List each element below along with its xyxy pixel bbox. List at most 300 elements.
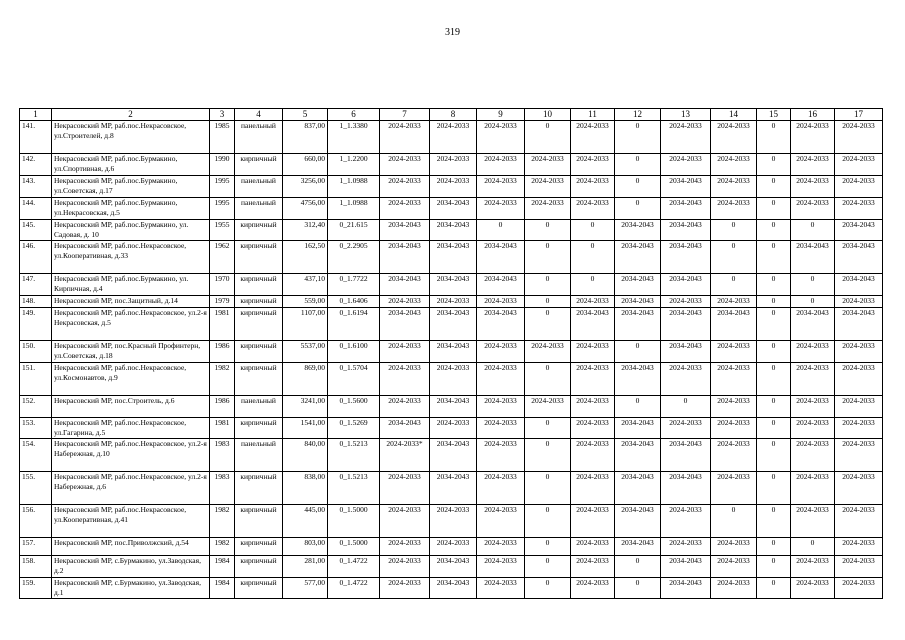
table-cell: 2024-2033 [571,341,615,363]
table-cell: 1985 [210,121,235,154]
table-cell: Некрасовский МР, раб.пос.Некрасовское, ул.Строителей, д.8 [52,121,210,154]
table-cell: Некрасовский МР, раб.пос.Некрасовское, ул.Кооперативная, д.33 [52,241,210,274]
table-cell: 0 [757,121,791,154]
table-cell: 445,00 [283,505,328,538]
table-row [20,556,883,578]
table-cell: 2024-2033 [835,121,883,154]
table-cell: 2034-2043 [615,220,661,241]
table-cell: 2024-2033 [711,578,757,599]
table-cell: Некрасовский МР, раб.пос.Бурмакино, ул.Спортивная, д.6 [52,154,210,176]
table-cell: Некрасовский МР, раб.пос.Некрасовское, ул.2-я Набережная, д.10 [52,439,210,472]
table-body [20,121,883,599]
table-row [20,121,883,154]
table-cell: 2024-2033 [661,538,711,556]
table-cell: 1541,00 [283,418,328,439]
table-cell: 0_1.5704 [328,363,380,396]
table-cell: 0 [525,538,571,556]
table-cell: 1983 [210,472,235,505]
table-cell: 2024-2033 [835,538,883,556]
table-cell: 2024-2033 [525,154,571,176]
table-cell: 1_1.3380 [328,121,380,154]
table-cell: 2024-2033 [477,396,525,418]
column-header: 5 [283,109,328,121]
table-cell: кирпичный [235,472,283,505]
table-cell: 1981 [210,308,235,341]
table-cell: 2024-2033* [380,439,430,472]
table-cell: 0 [525,241,571,274]
column-header: 11 [571,109,615,121]
table-cell: 2034-2043 [835,274,883,296]
table-row [20,472,883,505]
column-number-row [20,109,883,121]
column-header: 7 [380,109,430,121]
table-cell: 2034-2043 [835,308,883,341]
table-cell: 2024-2033 [380,176,430,198]
table-cell: 840,00 [283,439,328,472]
table-cell: 156. [20,505,52,538]
table-cell: 2034-2043 [380,308,430,341]
table-cell: Некрасовский МР, пос.Приволжский, д.54 [52,538,210,556]
table-cell: 2024-2033 [430,418,477,439]
table-cell: 2034-2043 [380,220,430,241]
table-cell: 145. [20,220,52,241]
table-cell: 2024-2033 [477,121,525,154]
table-cell: 2024-2033 [711,198,757,220]
table-cell: 2024-2033 [711,556,757,578]
table-cell: 0 [615,578,661,599]
table-cell: 2024-2033 [430,154,477,176]
table-cell: 1955 [210,220,235,241]
table-cell: 0 [757,308,791,341]
table-cell: Некрасовский МР, раб.пос.Бурмакино, ул. Кирпичная, д.4 [52,274,210,296]
table-cell: 2024-2033 [571,176,615,198]
table-cell: 2024-2033 [661,418,711,439]
table-cell: 2024-2033 [661,505,711,538]
table-cell: панельный [235,121,283,154]
table-cell: 2024-2033 [477,198,525,220]
table-cell: 2034-2043 [661,308,711,341]
table-row [20,220,883,241]
table-cell: 0 [615,556,661,578]
table-cell: 154. [20,439,52,472]
table-cell: 5537,00 [283,341,328,363]
table-cell: 2034-2043 [615,274,661,296]
table-cell: Некрасовский МР, раб.пос.Некрасовское, ул.Кооперативная, д.41 [52,505,210,538]
table-cell: 2024-2033 [477,176,525,198]
table-cell: кирпичный [235,578,283,599]
table-cell: 2034-2043 [791,241,835,274]
table-cell: 2024-2033 [835,341,883,363]
table-cell: 1_1.0988 [328,176,380,198]
table-cell: 2034-2043 [615,439,661,472]
table-cell: 2024-2033 [571,505,615,538]
table-cell: 2034-2043 [615,418,661,439]
table-cell: 152. [20,396,52,418]
table-cell: 0 [757,505,791,538]
table-cell: 0_1.6406 [328,296,380,308]
table-cell: 1981 [210,418,235,439]
table-cell: 2034-2043 [661,198,711,220]
table-cell: 2024-2033 [525,176,571,198]
table-cell: 2024-2033 [791,121,835,154]
table-cell: 1_1.0988 [328,198,380,220]
table-cell: 2024-2033 [380,198,430,220]
table-cell: 0 [757,176,791,198]
column-header: 6 [328,109,380,121]
table-cell: 0 [525,505,571,538]
table-cell: 2034-2043 [430,274,477,296]
table-cell: 0_1.4722 [328,578,380,599]
table-cell: Некрасовский МР, с.Бурмакино, ул.Заводская, д.2 [52,556,210,578]
table-cell: 2024-2033 [430,538,477,556]
table-cell: 1982 [210,363,235,396]
table-cell: 0 [757,220,791,241]
table-cell: 0 [757,198,791,220]
table-cell: 2034-2043 [615,308,661,341]
table-cell: 1970 [210,274,235,296]
table-cell: 2024-2033 [835,296,883,308]
table-cell: 2024-2033 [661,363,711,396]
column-header: 3 [210,109,235,121]
table-cell: 2024-2033 [791,176,835,198]
table-cell: 2034-2043 [615,296,661,308]
table-cell: 0 [757,439,791,472]
table-cell: 157. [20,538,52,556]
table-cell: 2024-2033 [835,556,883,578]
table-cell: 2024-2033 [571,121,615,154]
table-cell: 2034-2043 [615,472,661,505]
table-cell: 2034-2043 [615,538,661,556]
column-header: 17 [835,109,883,121]
table-cell: 2024-2033 [791,363,835,396]
column-header: 12 [615,109,661,121]
table-cell: 0 [477,220,525,241]
table-row [20,538,883,556]
table-cell: панельный [235,396,283,418]
table-cell: кирпичный [235,505,283,538]
table-cell: 0 [757,396,791,418]
table-cell: 2034-2043 [477,241,525,274]
table-cell: 2024-2033 [571,538,615,556]
table-cell: кирпичный [235,220,283,241]
table-cell: кирпичный [235,308,283,341]
table-cell: 2024-2033 [430,176,477,198]
table-cell: 2024-2033 [791,556,835,578]
table-cell: 0 [615,154,661,176]
table-cell: 312,40 [283,220,328,241]
column-header: 14 [711,109,757,121]
table-cell: 0_1.6100 [328,341,380,363]
table-cell: 0 [525,439,571,472]
table-cell: 1986 [210,341,235,363]
table-cell: 155. [20,472,52,505]
housing-registry-table [19,108,883,599]
table-cell: 2024-2033 [380,538,430,556]
table-cell: 2024-2033 [571,198,615,220]
table-cell: 2034-2043 [380,241,430,274]
table-cell: 0 [791,296,835,308]
table-cell: 2024-2033 [380,472,430,505]
table-cell: 142. [20,154,52,176]
table-cell: Некрасовский МР, пос.Красный Профинтерн, ул.Советская, д.18 [52,341,210,363]
table-cell: 2034-2043 [661,472,711,505]
table-cell: 2024-2033 [571,439,615,472]
column-header: 2 [52,109,210,121]
table-cell: 2034-2043 [791,308,835,341]
table-cell: 153. [20,418,52,439]
column-header: 8 [430,109,477,121]
table-cell: 0 [525,220,571,241]
table-cell: 141. [20,121,52,154]
table-cell: 0 [525,472,571,505]
table-cell: 2034-2043 [835,220,883,241]
table-cell: 2024-2033 [711,439,757,472]
table-cell: 2024-2033 [380,341,430,363]
table-cell: 0 [525,308,571,341]
table-cell: 2034-2043 [477,308,525,341]
table-cell: 1979 [210,296,235,308]
table-cell: 2024-2033 [430,363,477,396]
table-cell: 0 [615,176,661,198]
table-cell: кирпичный [235,363,283,396]
table-cell: 2024-2033 [430,121,477,154]
table-cell: 162,50 [283,241,328,274]
table-cell: 0 [757,241,791,274]
table-cell: 0 [757,556,791,578]
table-cell: 2024-2033 [571,396,615,418]
table-cell: 2024-2033 [835,578,883,599]
table-cell: 2024-2033 [711,121,757,154]
table-cell: 0_1.5269 [328,418,380,439]
table-cell: 0_1.5000 [328,505,380,538]
table-cell: 1982 [210,505,235,538]
table-cell: 2034-2043 [430,198,477,220]
column-header: 1 [20,109,52,121]
table-cell: 149. [20,308,52,341]
table-cell: 159. [20,578,52,599]
table-cell: 2034-2043 [430,220,477,241]
table-cell: Некрасовский МР, пос.Защитный, д.14 [52,296,210,308]
table-cell: 2034-2043 [661,341,711,363]
table-cell: 2024-2033 [835,505,883,538]
table-cell: панельный [235,439,283,472]
table-cell: 2034-2043 [615,505,661,538]
table-cell: 2024-2033 [477,538,525,556]
table-cell: 2024-2033 [835,439,883,472]
table-cell: 0 [757,274,791,296]
table-cell: 1107,00 [283,308,328,341]
table-cell: 0 [791,538,835,556]
table-cell: 144. [20,198,52,220]
table-cell: 0 [525,418,571,439]
table-cell: 2034-2043 [615,241,661,274]
table-cell: 0 [711,505,757,538]
table-cell: 0 [791,274,835,296]
table-cell: 0 [571,274,615,296]
table-cell: 0 [757,296,791,308]
table-cell: 2024-2033 [711,296,757,308]
table-cell: 803,00 [283,538,328,556]
table-cell: 2024-2033 [477,363,525,396]
table-cell: 2034-2043 [661,176,711,198]
table-cell: 2034-2043 [835,241,883,274]
table-cell: 2034-2043 [661,274,711,296]
table-cell: 0_2.2905 [328,241,380,274]
table-cell: 2024-2033 [661,154,711,176]
table-cell: 1984 [210,556,235,578]
table-cell: 2024-2033 [380,556,430,578]
table-cell: 2024-2033 [477,341,525,363]
table-row [20,308,883,341]
table-cell: 2024-2033 [477,439,525,472]
table-cell: 837,00 [283,121,328,154]
table-cell: 0 [525,274,571,296]
table-row [20,418,883,439]
table-cell: 2034-2043 [661,439,711,472]
table-cell: 2024-2033 [711,154,757,176]
table-cell: 2034-2043 [430,308,477,341]
table-cell: кирпичный [235,538,283,556]
table-cell: 838,00 [283,472,328,505]
table-cell: 146. [20,241,52,274]
table-cell: 2024-2033 [571,363,615,396]
table-cell: 2024-2033 [477,472,525,505]
table-cell: 151. [20,363,52,396]
table-cell: кирпичный [235,274,283,296]
table-cell: кирпичный [235,154,283,176]
table-cell: 2024-2033 [661,121,711,154]
table-cell: 2024-2033 [380,396,430,418]
table-cell: 2034-2043 [571,308,615,341]
table-cell: 2024-2033 [835,418,883,439]
table-cell: 1_1.2200 [328,154,380,176]
table-cell: 0 [791,220,835,241]
table-cell: 0_21.615 [328,220,380,241]
table-cell: 660,00 [283,154,328,176]
table-cell: 2024-2033 [430,296,477,308]
page-number: 319 [445,27,460,38]
table-cell: 2024-2033 [525,341,571,363]
table-cell: 2024-2033 [835,198,883,220]
table-cell: 2024-2033 [661,296,711,308]
table-cell: 2024-2033 [380,154,430,176]
table-cell: Некрасовский МР, раб.пос.Бурмакино, ул.Советская, д.17 [52,176,210,198]
table-cell: 2024-2033 [791,439,835,472]
table-cell: 2024-2033 [571,556,615,578]
table-cell: 0 [711,241,757,274]
table-cell: 2024-2033 [477,505,525,538]
table-cell: 3256,00 [283,176,328,198]
table-cell: 0 [615,396,661,418]
table-cell: Некрасовский МР, раб.пос.Некрасовское, ул.2-я Набережная, д.6 [52,472,210,505]
table-cell: 1984 [210,578,235,599]
table-cell: 2024-2033 [380,296,430,308]
table-cell: 2024-2033 [380,363,430,396]
table-cell: 2024-2033 [571,472,615,505]
table-cell: 2034-2043 [661,578,711,599]
table-cell: 143. [20,176,52,198]
table-cell: 0_1.5000 [328,538,380,556]
table-cell: 0 [757,154,791,176]
table-cell: 0 [525,121,571,154]
table-cell: 2024-2033 [380,505,430,538]
table-cell: 2024-2033 [791,396,835,418]
table-cell: 0 [757,538,791,556]
table-cell: 2034-2043 [661,241,711,274]
table-cell: 869,00 [283,363,328,396]
table-cell: 3241,00 [283,396,328,418]
table-row [20,439,883,472]
table-cell: 2024-2033 [791,341,835,363]
table-cell: 1983 [210,439,235,472]
table-cell: 2024-2033 [791,154,835,176]
column-header: 15 [757,109,791,121]
table-cell: 2034-2043 [430,396,477,418]
table-cell: 2024-2033 [477,556,525,578]
table-cell: 2034-2043 [430,556,477,578]
table-cell: 281,00 [283,556,328,578]
table-cell: 2024-2033 [571,296,615,308]
column-header: 13 [661,109,711,121]
table-cell: 0 [525,296,571,308]
table-row [20,154,883,176]
table-cell: 0 [525,578,571,599]
table-cell: 0 [525,363,571,396]
table-cell: 147. [20,274,52,296]
table-cell: 2034-2043 [430,341,477,363]
table-cell: 2024-2033 [711,176,757,198]
table-cell: 0 [615,121,661,154]
column-header: 16 [791,109,835,121]
table-cell: 2024-2033 [477,154,525,176]
table-cell: 2034-2043 [380,418,430,439]
table-row [20,396,883,418]
table-cell: Некрасовский МР, раб.пос.Некрасовское, ул.Гагарина, д.5 [52,418,210,439]
table-cell: кирпичный [235,241,283,274]
table-cell: 0 [615,341,661,363]
table-cell: 0_1.6194 [328,308,380,341]
column-header: 10 [525,109,571,121]
table-cell: 2034-2043 [661,556,711,578]
table-cell: 2024-2033 [477,418,525,439]
table-cell: 0 [757,472,791,505]
table-cell: 2024-2033 [791,505,835,538]
table-cell: 0 [757,341,791,363]
table-cell: 2024-2033 [571,154,615,176]
table-cell: 0_1.4722 [328,556,380,578]
table-cell: Некрасовский МР, раб.пос.Бурмакино, ул. Садовая, д. 10 [52,220,210,241]
table-cell: 0_1.5213 [328,439,380,472]
table-row [20,363,883,396]
column-header: 4 [235,109,283,121]
table-cell: 2024-2033 [791,578,835,599]
table-cell: 2024-2033 [711,472,757,505]
table-cell: 2024-2033 [571,578,615,599]
table-cell: 1962 [210,241,235,274]
table-cell: 0 [711,274,757,296]
table-cell: 2024-2033 [525,198,571,220]
table-cell: 2024-2033 [711,363,757,396]
table-cell: 0 [757,363,791,396]
table-cell: 0 [615,198,661,220]
table-cell: 0 [571,241,615,274]
table-cell: 150. [20,341,52,363]
table-cell: 2024-2033 [430,505,477,538]
table-cell: 0_1.5600 [328,396,380,418]
table-cell: кирпичный [235,556,283,578]
table-cell: 2034-2043 [430,578,477,599]
table-cell: 158. [20,556,52,578]
